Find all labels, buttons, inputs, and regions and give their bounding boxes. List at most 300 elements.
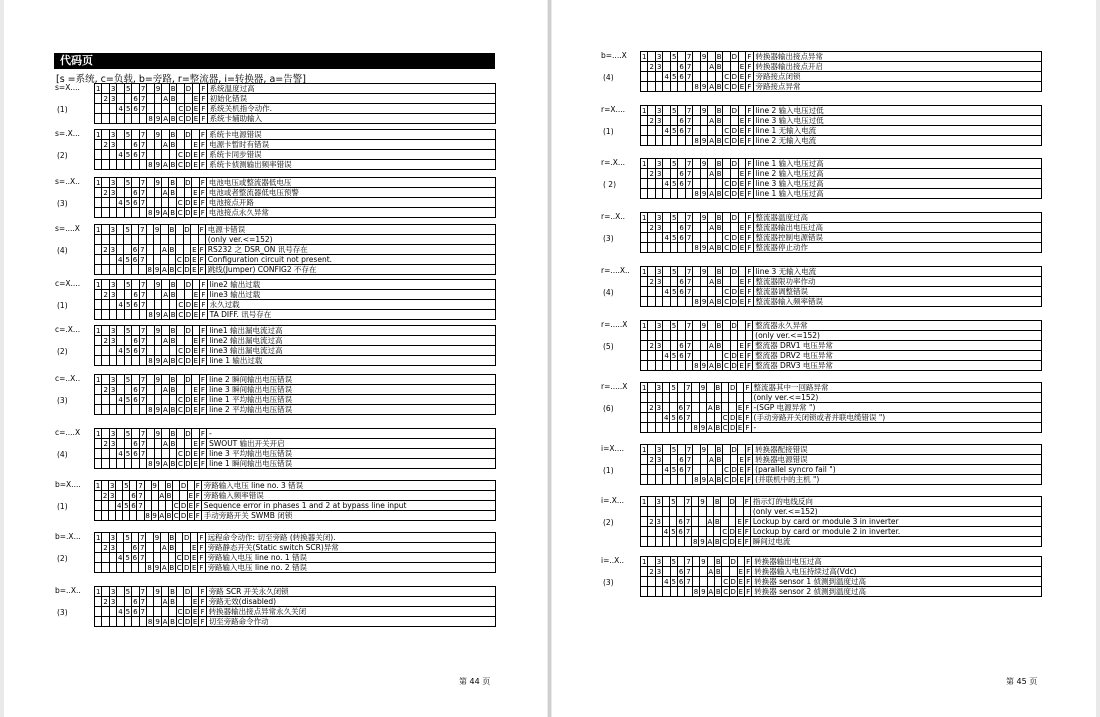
bit-cell: B xyxy=(716,243,722,252)
bit-cell xyxy=(147,290,154,300)
table-row xyxy=(95,300,496,310)
bit-cell xyxy=(139,310,146,320)
bit-cell: D xyxy=(184,225,190,234)
bit-cell: F xyxy=(745,403,750,412)
bit-cell xyxy=(737,557,744,567)
bit-cell xyxy=(147,84,154,94)
bit-cell: 5 xyxy=(125,449,131,458)
table-row xyxy=(641,106,1042,116)
bit-cell: D xyxy=(731,267,738,276)
bit-cell xyxy=(745,331,752,341)
bit-cell: B xyxy=(170,429,176,438)
table-row xyxy=(641,393,1042,403)
code-bit-table xyxy=(640,496,1042,547)
bit-cell: E xyxy=(739,277,745,286)
bit-cell: C xyxy=(178,356,184,365)
bit-cell xyxy=(648,297,655,307)
bit-cell: 5 xyxy=(671,577,676,586)
bit-cell: 3 xyxy=(656,223,662,232)
bit-cell: B xyxy=(169,533,175,542)
bit-cell: 5 xyxy=(125,300,131,309)
bit-cell: 1 xyxy=(642,267,647,276)
bit-cell: C xyxy=(723,475,729,484)
code-description: 旁路输入电压 line no. 1 错误 xyxy=(205,553,495,563)
bit-cell: E xyxy=(737,413,743,422)
bit-cell xyxy=(95,150,102,160)
bit-cell: 1 xyxy=(96,326,101,335)
bit-cell xyxy=(700,116,707,126)
bit-cell xyxy=(670,136,677,146)
bit-cell xyxy=(721,393,728,403)
bit-cell xyxy=(132,587,139,597)
bit-cell: 5 xyxy=(671,126,677,135)
bit-cell xyxy=(147,198,154,208)
bit-cell xyxy=(692,403,699,413)
bit-cell xyxy=(102,481,109,491)
bit-cell xyxy=(641,537,648,547)
bit-cell: A xyxy=(162,385,168,394)
bit-cell xyxy=(169,607,177,617)
bit-cell xyxy=(95,208,102,218)
bit-cell: C xyxy=(177,459,183,468)
bit-cell: B xyxy=(716,82,722,91)
bit-cell: C xyxy=(177,449,183,458)
bit-cell: C xyxy=(173,511,179,520)
bit-cell xyxy=(670,537,677,547)
bit-cell: 3 xyxy=(110,188,116,197)
bit-cell xyxy=(177,326,185,336)
bit-cell: 7 xyxy=(686,455,692,464)
bit-cell xyxy=(95,235,102,245)
bit-cell: 9 xyxy=(701,159,707,168)
bit-cell xyxy=(123,511,130,521)
bit-cell xyxy=(648,52,655,62)
bit-cell xyxy=(175,543,182,553)
bit-cell: 1 xyxy=(95,533,101,542)
bit-cell xyxy=(723,277,731,287)
bit-cell xyxy=(95,511,102,521)
bit-cell xyxy=(124,290,131,300)
bit-cell: B xyxy=(716,136,722,145)
bit-cell: 2 xyxy=(649,223,654,232)
bit-cell: 9 xyxy=(155,459,161,468)
bit-cell xyxy=(648,557,655,567)
bit-cell: D xyxy=(185,405,191,414)
bit-cell: 5 xyxy=(671,159,677,168)
bit-cell xyxy=(116,511,123,521)
bit-cell xyxy=(147,104,154,114)
code-bit-table xyxy=(640,382,1042,433)
bit-cell xyxy=(700,465,707,475)
bit-cell xyxy=(151,501,158,511)
bit-cell: C xyxy=(178,310,184,319)
bit-cell: 9 xyxy=(701,361,707,370)
bit-cell: F xyxy=(201,300,206,309)
bit-cell xyxy=(663,455,670,465)
bit-cell: 4 xyxy=(664,287,669,296)
bit-cell xyxy=(678,445,685,455)
bit-cell: 5 xyxy=(125,587,131,596)
code-description: (only ver.<=152) xyxy=(751,393,1041,403)
bit-cell xyxy=(102,501,109,511)
code-section xyxy=(54,532,496,576)
bit-cell xyxy=(102,84,109,94)
bit-cell: D xyxy=(185,346,191,355)
bit-cell xyxy=(641,169,648,179)
bit-cell: F xyxy=(200,198,205,207)
section-code: s=.X... xyxy=(55,129,80,138)
bit-cell xyxy=(173,491,180,501)
bit-cell xyxy=(693,341,700,351)
bit-cell: F xyxy=(200,140,205,149)
bit-cell xyxy=(648,106,655,116)
bit-cell: 7 xyxy=(138,491,143,500)
section-code: i=..X.. xyxy=(601,556,625,565)
table-row xyxy=(95,178,496,188)
bit-cell: 9 xyxy=(700,423,706,432)
bit-cell: F xyxy=(745,383,750,392)
bit-cell: 9 xyxy=(701,321,707,330)
bit-cell xyxy=(641,423,648,433)
bit-cell xyxy=(641,413,648,423)
code-section xyxy=(600,496,1042,546)
bit-cell: B xyxy=(716,223,722,232)
bit-cell xyxy=(670,297,677,307)
bit-cell xyxy=(154,395,161,405)
bit-cell: 7 xyxy=(686,159,692,168)
bit-cell: F xyxy=(201,104,206,113)
code-bit-table xyxy=(94,325,496,366)
bit-cell xyxy=(154,198,161,208)
bit-cell: F xyxy=(199,225,204,234)
bit-cell: B xyxy=(715,423,721,432)
bit-cell xyxy=(191,235,198,245)
bit-cell: F xyxy=(744,517,749,526)
bit-cell: B xyxy=(170,140,176,149)
bit-cell: F xyxy=(200,439,205,448)
bit-cell: 8 xyxy=(147,563,152,572)
bit-cell xyxy=(132,130,139,140)
bit-cell: 5 xyxy=(671,72,677,81)
bit-cell xyxy=(109,356,116,366)
bit-cell xyxy=(117,245,124,255)
section-number: (4) xyxy=(57,450,68,459)
bit-cell: C xyxy=(722,423,728,432)
bit-cell: 9 xyxy=(700,383,706,392)
bit-cell xyxy=(109,405,116,415)
bit-cell xyxy=(707,577,714,587)
bit-cell xyxy=(95,290,102,300)
bit-cell xyxy=(641,82,648,92)
bit-cell xyxy=(641,136,648,146)
bit-cell xyxy=(95,617,102,627)
bit-cell xyxy=(95,459,102,469)
bit-cell: B xyxy=(170,459,176,468)
bit-cell: 8 xyxy=(145,511,150,520)
bit-cell: E xyxy=(739,475,744,484)
bit-cell xyxy=(700,72,707,82)
bit-cell: D xyxy=(731,82,738,91)
bit-cell xyxy=(153,235,160,245)
bit-cell: 4 xyxy=(117,553,123,562)
table-row xyxy=(641,116,1042,126)
bit-cell: 1 xyxy=(641,445,647,454)
bit-cell: 2 xyxy=(103,336,108,345)
bit-cell xyxy=(706,507,713,517)
bit-cell: C xyxy=(178,114,184,123)
bit-cell: A xyxy=(709,116,715,125)
bit-cell: C xyxy=(177,617,183,626)
bit-cell: F xyxy=(747,116,752,125)
table-row xyxy=(95,346,496,356)
bit-cell xyxy=(723,223,731,233)
bit-cell xyxy=(117,336,124,346)
bit-cell: 4 xyxy=(117,501,122,510)
bit-cell xyxy=(728,517,736,527)
bit-cell: 7 xyxy=(686,383,691,392)
bit-cell xyxy=(175,533,182,543)
table-row xyxy=(95,597,496,607)
table-row xyxy=(95,114,496,124)
table-row xyxy=(95,553,496,563)
section-code: s=..X.. xyxy=(55,177,80,186)
bit-cell: 4 xyxy=(664,179,669,188)
bit-cell: E xyxy=(193,336,198,345)
bit-cell: F xyxy=(747,106,752,115)
bit-cell: F xyxy=(746,341,751,350)
code-description: 旁路接点闭锁 xyxy=(753,72,1041,82)
bit-cell xyxy=(714,413,721,423)
bit-cell xyxy=(116,491,123,501)
section-code: r=....X.. xyxy=(601,266,630,275)
bit-cell xyxy=(692,577,699,587)
bit-cell xyxy=(678,159,685,169)
bit-cell: A xyxy=(707,423,713,432)
table-row xyxy=(95,449,496,459)
bit-cell: 7 xyxy=(686,126,692,135)
code-description: 转换器 sensor 1 侦测到温度过高 xyxy=(752,577,1042,587)
bit-cell xyxy=(663,189,670,199)
bit-cell xyxy=(162,375,170,385)
bit-cell: 9 xyxy=(155,587,160,596)
bit-cell: E xyxy=(193,310,199,319)
bit-cell xyxy=(117,375,124,385)
bit-cell xyxy=(685,331,692,341)
bit-cell: C xyxy=(724,189,730,198)
section-number: (3) xyxy=(57,396,68,405)
bit-cell xyxy=(641,126,648,136)
bit-cell xyxy=(117,208,124,218)
bit-cell: B xyxy=(716,159,722,168)
bit-cell: A xyxy=(709,169,715,178)
bit-cell: D xyxy=(184,617,191,626)
table-row xyxy=(641,567,1042,577)
bit-cell xyxy=(109,617,116,627)
bit-cell: 8 xyxy=(147,617,153,626)
bit-cell xyxy=(177,375,185,385)
bit-cell: F xyxy=(747,179,752,188)
bit-cell: C xyxy=(176,563,182,572)
bit-cell xyxy=(648,351,655,361)
bit-cell: A xyxy=(163,310,169,319)
bit-cell xyxy=(662,507,669,517)
bit-cell xyxy=(185,94,193,104)
bit-cell: D xyxy=(731,297,738,306)
bit-cell xyxy=(165,501,172,511)
bit-cell: 5 xyxy=(125,326,131,335)
bit-cell: F xyxy=(747,297,752,306)
code-section xyxy=(54,83,496,127)
section-code: c=....X xyxy=(55,428,81,437)
bit-cell: 8 xyxy=(693,423,698,432)
bit-cell: D xyxy=(731,321,737,330)
table-row xyxy=(95,439,496,449)
bit-cell: 7 xyxy=(140,385,146,394)
bit-cell: 8 xyxy=(694,361,699,370)
code-description: 跳线(Jumper) CONFIG2 不存在 xyxy=(205,265,495,275)
bit-cell xyxy=(95,439,102,449)
bit-cell: C xyxy=(723,361,729,370)
bit-cell xyxy=(738,267,745,277)
bit-cell xyxy=(95,198,102,208)
bit-cell: 9 xyxy=(700,497,705,506)
bit-cell xyxy=(678,321,685,331)
code-description: 整流器永久异常 xyxy=(753,321,1042,331)
bit-cell xyxy=(154,385,161,395)
bit-cell: 3 xyxy=(110,429,116,438)
bit-cell xyxy=(161,178,169,188)
table-row xyxy=(95,225,496,235)
bit-cell: E xyxy=(739,72,745,81)
section-code: r=..X.. xyxy=(601,212,626,221)
bit-cell: F xyxy=(746,445,751,454)
bit-cell: 3 xyxy=(110,533,116,542)
bit-cell xyxy=(648,361,655,371)
bit-cell: A xyxy=(163,94,169,103)
bit-cell: 1 xyxy=(642,52,647,61)
bit-cell xyxy=(678,297,685,307)
bit-cell: 3 xyxy=(656,517,661,526)
bit-cell: 9 xyxy=(701,82,707,91)
code-description: 整流器 DRV3 电压异常 xyxy=(753,361,1042,371)
bit-cell: 1 xyxy=(96,84,101,93)
table-row xyxy=(641,413,1042,423)
code-description: line 1 瞬间输出电压错误 xyxy=(207,459,496,469)
table-row xyxy=(641,179,1042,189)
bit-cell xyxy=(721,507,728,517)
code-section xyxy=(54,279,496,323)
bit-cell: 3 xyxy=(110,140,116,149)
bit-cell: B xyxy=(170,405,176,414)
bit-cell: E xyxy=(193,160,198,169)
table-row xyxy=(641,159,1042,169)
bit-cell xyxy=(161,587,169,597)
code-section xyxy=(54,480,496,524)
bit-cell xyxy=(708,52,716,62)
table-row xyxy=(641,577,1042,587)
section-number: (2) xyxy=(57,151,68,160)
bit-cell xyxy=(641,116,648,126)
bit-cell: B xyxy=(716,213,722,222)
bit-cell xyxy=(130,481,137,491)
bit-cell xyxy=(670,243,677,253)
bit-cell xyxy=(95,607,102,617)
bit-cell: 3 xyxy=(110,290,116,299)
bit-cell: 9 xyxy=(155,130,161,139)
bit-cell xyxy=(708,233,716,243)
bit-cell: 8 xyxy=(694,82,699,91)
bit-cell: E xyxy=(188,491,193,500)
bit-cell xyxy=(169,346,177,356)
code-description: 转换器输出接点异常永久关闭 xyxy=(206,607,495,617)
bit-cell: E xyxy=(192,265,197,274)
bit-cell xyxy=(117,140,124,150)
bit-cell: D xyxy=(731,72,738,81)
bit-cell: 9 xyxy=(154,533,160,542)
bit-cell: C xyxy=(724,233,730,242)
bit-cell xyxy=(641,587,648,597)
table-row xyxy=(95,208,496,218)
bit-cell xyxy=(723,169,731,179)
code-section xyxy=(600,212,1042,256)
bit-cell xyxy=(655,413,662,423)
bit-cell: 5 xyxy=(671,179,677,188)
bit-cell xyxy=(648,393,655,403)
bit-cell xyxy=(641,72,648,82)
code-bit-table xyxy=(94,428,496,469)
bit-cell: 1 xyxy=(641,557,647,566)
bit-cell: F xyxy=(201,280,206,289)
bit-cell: 5 xyxy=(671,527,676,536)
bit-cell xyxy=(132,280,139,290)
bit-cell: 4 xyxy=(664,351,669,360)
bit-cell: 7 xyxy=(140,225,145,234)
bit-cell xyxy=(146,587,153,597)
section-number: (1) xyxy=(57,502,68,511)
bit-cell: 5 xyxy=(125,150,131,159)
bit-cell: 8 xyxy=(694,136,699,145)
bit-cell xyxy=(708,445,716,455)
bit-cell xyxy=(693,331,700,341)
section-code: r=X.... xyxy=(601,105,626,114)
bit-cell xyxy=(161,255,168,265)
bit-cell: 4 xyxy=(664,72,669,81)
bit-cell xyxy=(663,587,670,597)
bit-cell: 6 xyxy=(133,385,138,394)
bit-cell xyxy=(132,114,139,124)
bit-cell: 1 xyxy=(642,213,647,222)
bit-cell xyxy=(663,341,670,351)
bit-cell: A xyxy=(163,114,169,123)
bit-cell xyxy=(743,507,750,517)
bit-cell xyxy=(729,393,737,403)
bit-cell xyxy=(670,341,677,351)
bit-cell: C xyxy=(173,501,179,510)
bit-cell: F xyxy=(200,208,205,217)
code-description: 电池电压或整流器低电压 xyxy=(206,178,495,188)
bit-cell xyxy=(693,126,700,136)
bit-cell: B xyxy=(170,385,176,394)
bit-cell: D xyxy=(185,198,191,207)
bit-cell: 5 xyxy=(671,383,676,392)
bit-cell xyxy=(102,130,109,140)
bit-cell: D xyxy=(184,607,191,616)
code-description: line 3 输入电压过低 xyxy=(753,116,1041,126)
bit-cell xyxy=(177,429,185,439)
bit-cell xyxy=(109,235,116,245)
bit-cell xyxy=(655,72,662,82)
bit-cell xyxy=(131,235,138,245)
